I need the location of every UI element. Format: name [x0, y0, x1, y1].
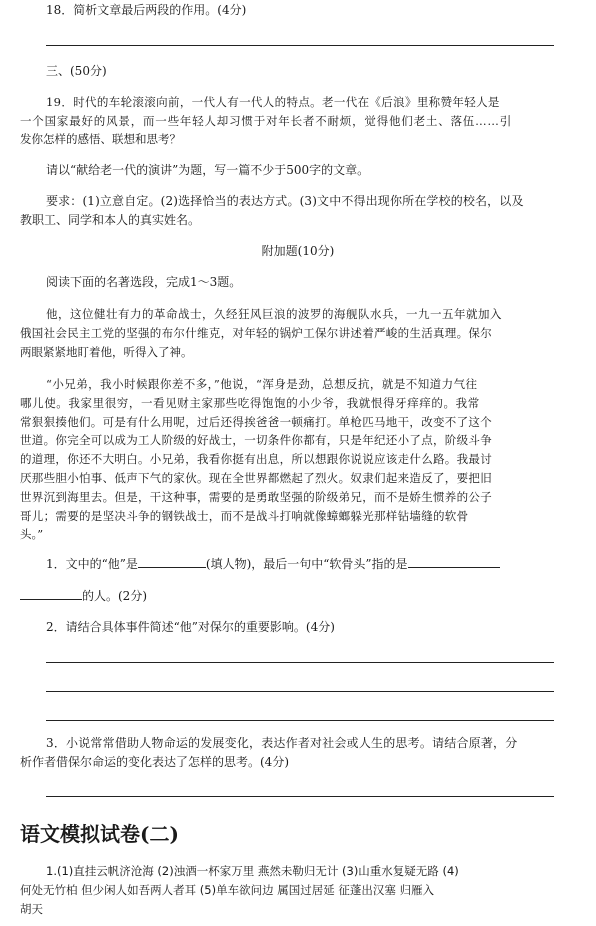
bonus-question-1: [46, 555, 500, 572]
excerpt-line: 哥儿；需要的是坚决斗争的钢铁战士，而不是战斗打响就像蟑螂躲光那样钻墙缝的软骨: [20, 509, 469, 523]
excerpt-line: 常狠狠揍他们。可是有什么用呢，过后还得挨爸爸一顿痛打。单枪匹马地干，改变不了这个: [20, 415, 492, 429]
section-heading: 三、(50分): [46, 64, 107, 78]
bonus-question-1-part: 的人。(2分): [82, 589, 147, 603]
answer-line-text: 1.(1)直挂云帆济沧海 (2)浊酒一杯家万里 燕然未勒归无计 (3)山重水复疑无路 (4): [46, 864, 459, 878]
bonus-question-3: 3．小说常常借助人物命运的发展变化，表达作者对社会或人生的思考。请结合原著，分: [46, 736, 518, 750]
answer-line: [46, 720, 554, 721]
answer-line: [46, 45, 554, 46]
essay-requirements: 教职工、同学和本人的真实姓名。: [20, 213, 201, 227]
bonus-question-3: 析作者借保尔命运的变化表达了怎样的思考。(4分): [20, 755, 289, 769]
bonus-question-1-part: 1．文中的“他”是: [46, 557, 138, 571]
essay-requirements: 要求：(1)立意自定。(2)选择恰当的表达方式。(3)文中不得出现你所在学校的校名，以及: [46, 194, 524, 208]
fill-blank[interactable]: [20, 587, 82, 600]
question-19-line: 发你怎样的感悟、联想和思考？: [20, 132, 181, 146]
excerpt-line: 俄国社会民主工党的坚强的布尔什维克，对年轻的锅炉工保尔讲述着严峻的生活真理。保尔: [20, 326, 492, 340]
answer-line: [46, 691, 554, 692]
bonus-question-2: 2．请结合具体事件简述“他”对保尔的重要影响。(4分): [46, 620, 335, 634]
excerpt-line: 厌那些胆小怕事、低声下气的家伙。现在全世界都燃起了烈火。奴隶们起来造反了，要把旧: [20, 471, 492, 485]
excerpt-line: 哪儿使。我家里很穷，一看见财主家那些吃得饱饱的小少爷，我就恨得牙痒痒的。我常: [20, 396, 480, 410]
answer-line-text: 何处无竹柏 但少闲人如吾两人者耳 (5)单车欲问边 属国过居延 征蓬出汉塞 归雁入: [20, 883, 435, 897]
answer-line: [46, 662, 554, 663]
answer-line-text: 胡天: [20, 902, 43, 916]
question-19-line: 一个国家最好的风景，而一些年轻人却习惯于对年长者不耐烦，觉得他们老土、落伍……引: [20, 114, 512, 128]
essay-prompt: 请以“献给老一代的演讲”为题，写一篇不少于500字的文章。: [46, 163, 370, 177]
fill-blank[interactable]: [408, 555, 500, 568]
excerpt-line: 两眼紧紧地盯着他，听得入了神。: [20, 345, 193, 359]
excerpt-line: 世道。你完全可以成为工人阶级的好战士，一切条件你都有，只是年纪还小了点，阶级斗争: [20, 433, 492, 447]
bonus-question-1-cont: [20, 587, 147, 604]
excerpt-line: 的道理，你还不大明白。小兄弟，我看你挺有出息，所以想跟你说说应该走什么路。我最讨: [20, 452, 492, 466]
exam-title: 语文模拟试卷(二): [20, 822, 179, 846]
bonus-question-1-part: (填人物)，最后一句中“软骨头”指的是: [205, 557, 408, 571]
question-18: 18．简析文章最后两段的作用。(4分): [46, 3, 247, 17]
question-19-line: 19．时代的车轮滚滚向前，一代人有一代人的特点。老一代在《后浪》里称赞年轻人是: [46, 95, 500, 109]
bonus-intro: 阅读下面的名著选段，完成1～3题。: [46, 275, 242, 289]
excerpt-line: “小兄弟，我小时候跟你差不多，”他说，“浑身是劲，总想反抗，就是不知道力气往: [46, 377, 478, 391]
excerpt-line: 他，这位健壮有力的革命战士，久经狂风巨浪的波罗的海舰队水兵，一九一五年就加入: [46, 307, 502, 321]
excerpt-line: 头。”: [20, 527, 44, 541]
answer-line: [46, 796, 554, 797]
bonus-title: 附加题(10分): [261, 244, 335, 258]
fill-blank[interactable]: [138, 555, 206, 568]
excerpt-line: 世界沉到海里去。但是，干这种事，需要的是勇敢坚强的阶级弟兄，而不是娇生惯养的公子: [20, 490, 492, 504]
